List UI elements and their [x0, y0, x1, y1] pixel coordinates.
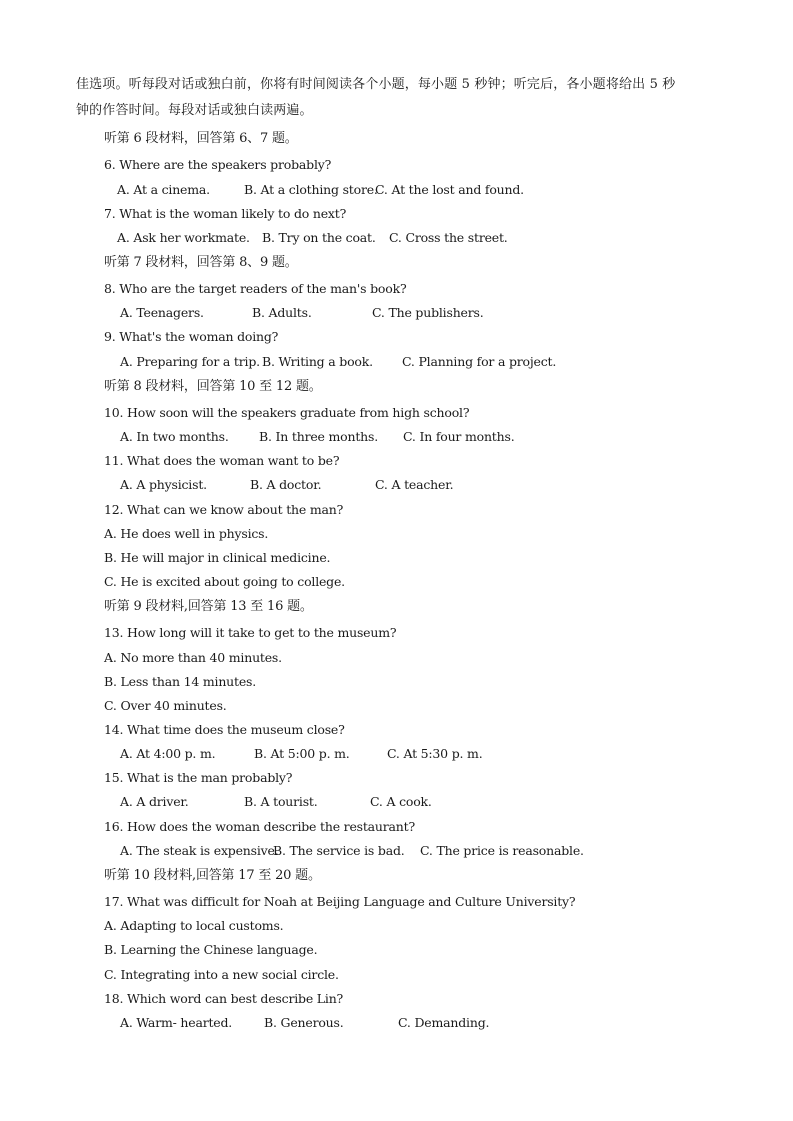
question-14: 14. What time does the museum close?: [104, 722, 345, 737]
q6-option-c: C. At the lost and found.: [375, 182, 524, 197]
section-heading-7: 听第 7 段材料，回答第 8、9 题。: [104, 255, 298, 270]
question-17: 17. What was difficult for Noah at Beijing Language and Culture University?: [104, 894, 576, 909]
q12-option-b: B. He will major in clinical medicine.: [104, 550, 331, 565]
q17-option-c: C. Integrating into a new social circle.: [104, 967, 339, 982]
q13-option-a: A. No more than 40 minutes.: [104, 650, 282, 665]
q6-option-a: A. At a cinema.: [117, 182, 210, 197]
q16-option-c: C. The price is reasonable.: [420, 843, 584, 858]
q15-option-b: B. A tourist.: [244, 794, 318, 809]
question-10: 10. How soon will the speakers graduate from high school?: [104, 405, 470, 420]
q7-option-c: C. Cross the street.: [389, 230, 508, 245]
question-18: 18. Which word can best describe Lin?: [104, 991, 344, 1006]
question-16: 16. How does the woman describe the restaurant?: [104, 819, 415, 834]
q18-option-a: A. Warm- hearted.: [120, 1015, 233, 1030]
q17-option-b: B. Learning the Chinese language.: [104, 942, 318, 957]
q14-option-b: B. At 5:00 p. m.: [254, 746, 350, 761]
question-8: 8. Who are the target readers of the man's book?: [104, 281, 407, 296]
q11-option-a: A. A physicist.: [120, 477, 207, 492]
q14-option-a: A. At 4:00 p. m.: [120, 746, 216, 761]
q8-option-a: A. Teenagers.: [120, 305, 204, 320]
q8-option-c: C. The publishers.: [372, 305, 484, 320]
section-heading-10: 听第 10 段材料,回答第 17 至 20 题。: [104, 868, 321, 883]
q15-option-c: C. A cook.: [370, 794, 432, 809]
q12-option-c: C. He is excited about going to college.: [104, 574, 345, 589]
q11-option-c: C. A teacher.: [375, 477, 454, 492]
q11-option-b: B. A doctor.: [250, 477, 322, 492]
q9-option-b: B. Writing a book.: [262, 354, 373, 369]
section-heading-9: 听第 9 段材料,回答第 13 至 16 题。: [104, 599, 313, 614]
q6-option-b: B. At a clothing store.: [244, 182, 378, 197]
q9-option-a: A. Preparing for a trip.: [120, 354, 260, 369]
question-12: 12. What can we know about the man?: [104, 502, 344, 517]
q17-option-a: A. Adapting to local customs.: [104, 918, 284, 933]
q9-option-c: C. Planning for a project.: [402, 354, 557, 369]
q16-option-a: A. The steak is expensive.: [120, 843, 279, 858]
question-13: 13. How long will it take to get to the museum?: [104, 625, 397, 640]
q7-option-a: A. Ask her workmate.: [117, 230, 250, 245]
section-heading-6: 听第 6 段材料，回答第 6、7 题。: [104, 131, 298, 146]
question-15: 15. What is the man probably?: [104, 770, 293, 785]
q16-option-b: B. The service is bad.: [273, 843, 405, 858]
question-6: 6. Where are the speakers probably?: [104, 157, 332, 172]
q13-option-b: B. Less than 14 minutes.: [104, 674, 257, 689]
q10-option-c: C. In four months.: [403, 429, 515, 444]
q18-option-c: C. Demanding.: [398, 1015, 490, 1030]
instructions-line-2: 钟的作答时间。每段对话或独白读两遍。: [76, 103, 313, 118]
q13-option-c: C. Over 40 minutes.: [104, 698, 227, 713]
q8-option-b: B. Adults.: [252, 305, 312, 320]
q7-option-b: B. Try on the coat.: [262, 230, 376, 245]
instructions-line-1: 佳选项。听每段对话或独白前，你将有时间阅读各个小题，每小题 5 秒钟；听完后，各小题将给出 5 秒: [76, 77, 676, 92]
question-7: 7. What is the woman likely to do next?: [104, 206, 347, 221]
section-heading-8: 听第 8 段材料，回答第 10 至 12 题。: [104, 379, 322, 394]
question-11: 11. What does the woman want to be?: [104, 453, 340, 468]
q12-option-a: A. He does well in physics.: [104, 526, 269, 541]
q10-option-a: A. In two months.: [120, 429, 229, 444]
q18-option-b: B. Generous.: [264, 1015, 344, 1030]
q15-option-a: A. A driver.: [120, 794, 189, 809]
question-9: 9. What's the woman doing?: [104, 329, 279, 344]
q10-option-b: B. In three months.: [259, 429, 379, 444]
q14-option-c: C. At 5:30 p. m.: [387, 746, 483, 761]
